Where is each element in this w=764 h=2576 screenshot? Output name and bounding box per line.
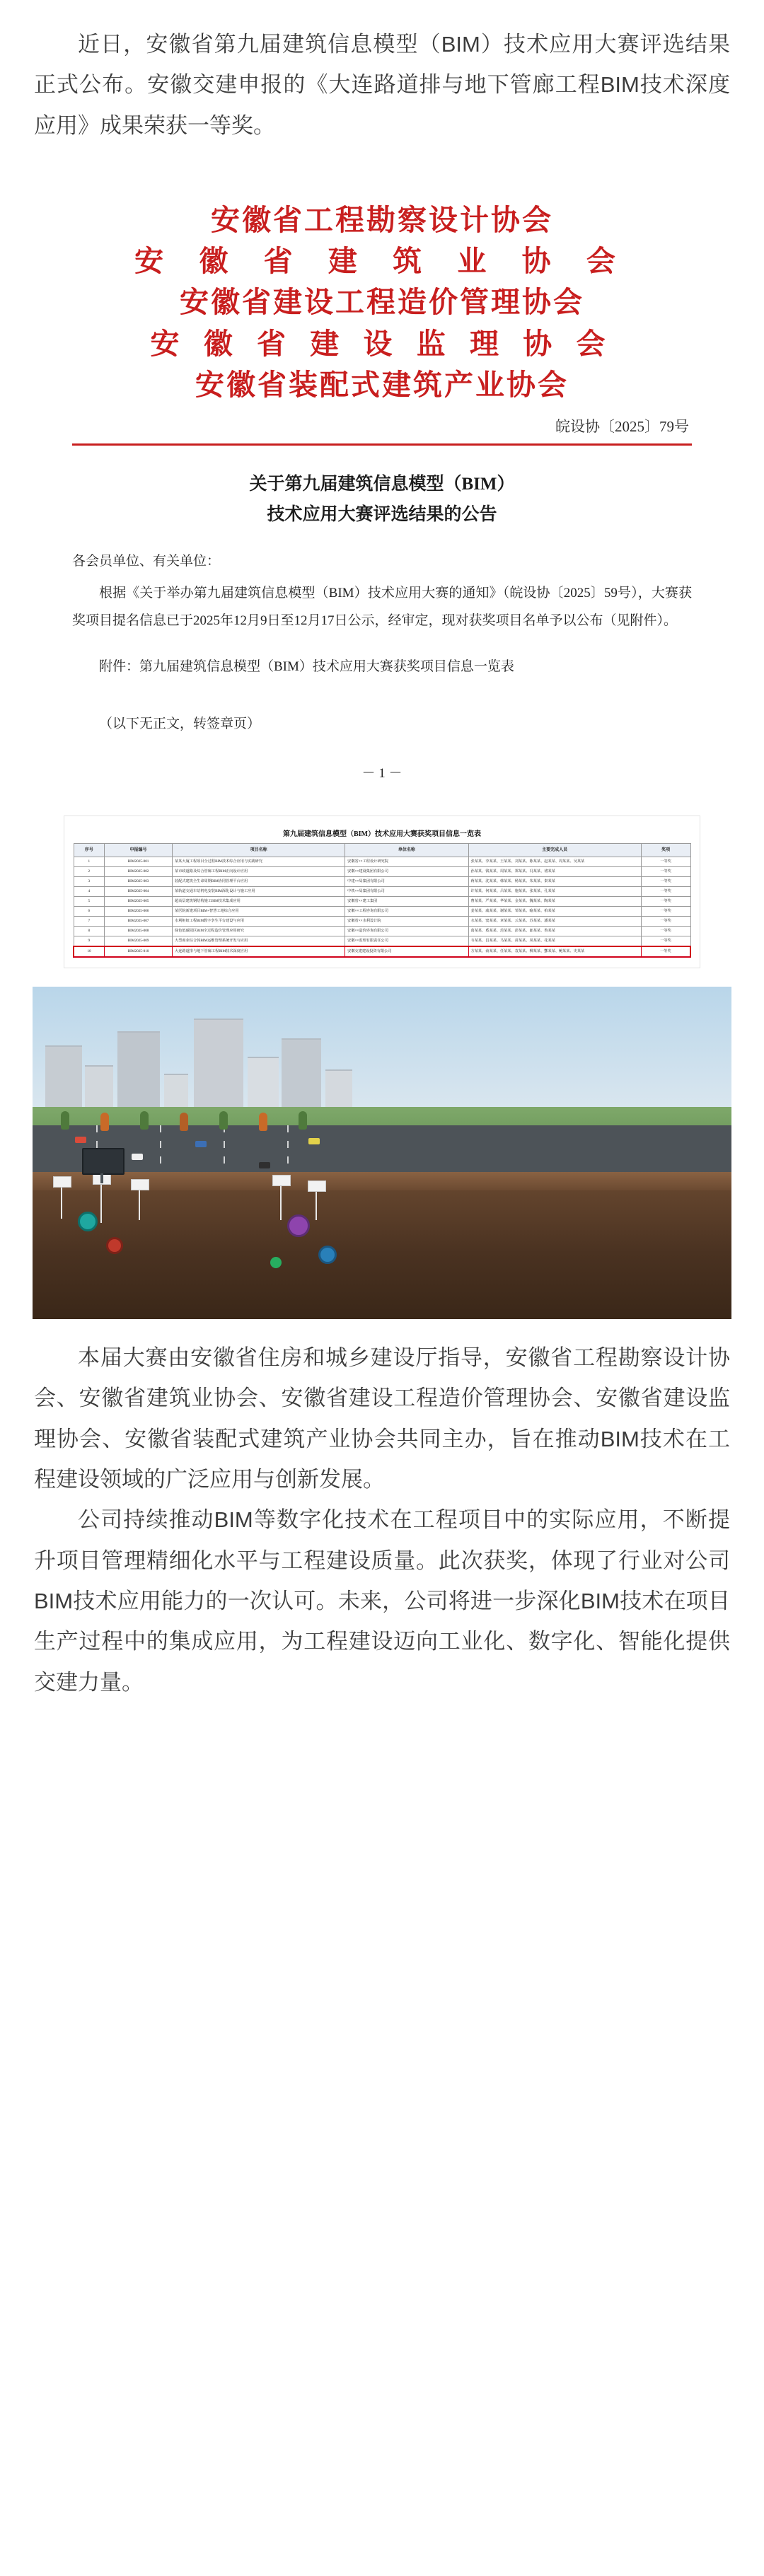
issuing-org-4: 安 徽 省 建 设 监 理 协 会	[150, 327, 614, 360]
cell-award: 一等奖	[641, 936, 690, 947]
cell-unit: 安徽××建设集团有限公司	[345, 866, 468, 876]
cell-no: 10	[74, 946, 105, 957]
marker-label	[308, 1180, 326, 1192]
tree	[259, 1113, 267, 1131]
marker-label	[272, 1175, 291, 1186]
cell-members: 曹某某、严某某、华某某、金某某、魏某某、陶某某	[468, 896, 641, 906]
marker-label	[53, 1176, 71, 1188]
cell-project-name: 某某大厦工程项目全过程BIM技术综合应用与实践研究	[173, 857, 345, 866]
cell-project-name: 大连路道排与地下管廊工程BIM技术深度应用	[173, 946, 345, 957]
cell-members: 水某某、窦某某、章某某、云某某、苏某某、潘某某	[468, 917, 641, 927]
document-title	[72, 470, 692, 530]
pipe-purple	[287, 1214, 310, 1237]
pipe-teal	[78, 1212, 98, 1231]
intro-paragraph: 近日，安徽省第九届建筑信息模型（BIM）技术应用大赛评选结果正式公布。安徽交建申报的《大连路道排与地下管廊工程BIM技术深度应用》成果荣获一等奖。	[34, 32, 730, 138]
depth-marker	[280, 1185, 282, 1220]
depth-marker	[139, 1189, 140, 1220]
cell-unit: 安徽省××工程设计研究院	[345, 857, 468, 866]
issuing-org-1: 安徽省工程勘察设计协会	[211, 204, 553, 237]
cell-code: BIM2025-001	[105, 857, 173, 866]
cell-award: 一等奖	[641, 946, 690, 957]
tree	[140, 1111, 149, 1130]
tree	[219, 1111, 228, 1130]
table-row	[74, 906, 690, 916]
table-row	[74, 946, 690, 957]
cell-no: 1	[74, 857, 105, 866]
cell-unit: 安徽交建建设投资有限公司	[345, 946, 468, 957]
table-row	[74, 927, 690, 936]
depth-marker	[316, 1190, 317, 1220]
depth-marker	[61, 1186, 62, 1219]
table-row	[74, 936, 690, 947]
col-members: 主要完成人员	[468, 843, 641, 857]
cell-code: BIM2025-004	[105, 886, 173, 896]
cell-unit: 安徽××监理有限责任公司	[345, 936, 468, 947]
cell-award: 一等奖	[641, 927, 690, 936]
vehicle	[259, 1162, 270, 1168]
col-unit: 单位名称	[345, 843, 468, 857]
cell-no: 4	[74, 886, 105, 896]
cell-no: 7	[74, 917, 105, 927]
issuing-org-5: 安徽省装配式建筑产业协会	[195, 368, 569, 401]
cell-award: 一等奖	[641, 866, 690, 876]
table-row	[74, 896, 690, 906]
cell-members: 蒋某某、沈某某、韩某某、杨某某、朱某某、秦某某	[468, 876, 641, 886]
cell-no: 2	[74, 866, 105, 876]
cell-award: 一等奖	[641, 857, 690, 866]
closing-note: （以下无正文，转签章页）	[99, 716, 261, 731]
cell-project-name: 超高层建筑钢结构施工BIM技术集成应用	[173, 896, 345, 906]
cell-code: BIM2025-002	[105, 866, 173, 876]
cell-project-name: 大型商业综合体BIM运维管理系统开发与应用	[173, 936, 345, 947]
issuing-org-2: 安 徽 省 建 筑 业 协 会	[134, 245, 630, 278]
outro-section	[0, 1319, 764, 1731]
table-header-row	[74, 843, 690, 857]
tree	[100, 1113, 109, 1131]
cell-award: 一等奖	[641, 876, 690, 886]
outro-paragraph-2: 公司持续推动BIM等数字化技术在工程项目中的实际应用，不断提升项目管理精细化水平与工程建设质量。此次获奖，体现了行业对公司BIM技术应用能力的一次认可。未来，公司将进一步深化BIM技术在项目生产过程中的集成应用，为工程建设迈向工业化、数字化、智能化提供交建力量。	[34, 1507, 730, 1695]
document-header	[72, 199, 692, 405]
tree	[61, 1111, 69, 1130]
col-code: 申报编号	[105, 843, 173, 857]
issuing-org-3: 安徽省建设工程造价管理协会	[180, 286, 584, 319]
attachment-table-body	[74, 857, 690, 957]
cell-award: 一等奖	[641, 896, 690, 906]
tree	[180, 1113, 188, 1131]
tree	[299, 1111, 307, 1130]
intro-section	[0, 0, 764, 153]
document-body	[72, 548, 692, 738]
cell-code: BIM2025-008	[105, 927, 173, 936]
cell-project-name: 水利枢纽工程BIM数字孪生平台建设与应用	[173, 917, 345, 927]
pipe-red	[106, 1237, 123, 1254]
document-number: 皖设协〔2025〕79号	[555, 418, 689, 436]
bim-illustration	[33, 987, 731, 1319]
cell-unit: 安徽省××水利设计院	[345, 917, 468, 927]
cell-no: 6	[74, 906, 105, 916]
col-project-name: 项目名称	[173, 843, 345, 857]
salutation: 各会员单位、有关单位：	[72, 554, 221, 569]
pipe-blue	[318, 1246, 337, 1264]
cell-unit: 安徽省××建工集团	[345, 896, 468, 906]
table-row	[74, 857, 690, 866]
vehicle	[132, 1154, 143, 1160]
cell-code: BIM2025-010	[105, 946, 173, 957]
col-no: 序号	[74, 843, 105, 857]
cell-unit: 安徽××造价咨询有限公司	[345, 927, 468, 936]
col-award: 奖项	[641, 843, 690, 857]
cell-members: 张某某、李某某、王某某、刘某某、陈某某、赵某某、周某某、吴某某	[468, 857, 641, 866]
document-title-line-2: 技术应用大赛评选结果的公告	[267, 504, 497, 524]
cell-code: BIM2025-003	[105, 876, 173, 886]
cell-award: 一等奖	[641, 906, 690, 916]
cell-code: BIM2025-009	[105, 936, 173, 947]
cell-unit: 中建××局集团有限公司	[345, 876, 468, 886]
attachment-table-title: 第九届建筑信息模型（BIM）技术应用大赛获奖项目信息一览表	[283, 830, 481, 838]
cell-members: 方某某、俞某某、任某某、袁某某、柳某某、酆某某、鲍某某、史某某	[468, 946, 641, 957]
attachment-note: 附件：第九届建筑信息模型（BIM）技术应用大赛获奖项目信息一览表	[99, 658, 514, 674]
body-paragraph-1: 根据《关于举办第九届建筑信息模型（BIM）技术应用大赛的通知》（皖设协〔2025〕59号），大赛获奖项目提名信息已于2025年12月9日至12月17日公示，经审定，现对获奖项目名单予以公布（见附件）。	[72, 586, 692, 628]
table-row	[74, 876, 690, 886]
cell-members: 葛某某、奚某某、范某某、彭某某、郎某某、鲁某某	[468, 927, 641, 936]
cell-no: 8	[74, 927, 105, 936]
vehicle	[195, 1141, 207, 1147]
cell-no: 9	[74, 936, 105, 947]
cell-members: 姜某某、戚某某、谢某某、邹某某、喻某某、柏某某	[468, 906, 641, 916]
cell-unit: 安徽××工程咨询有限公司	[345, 906, 468, 916]
attachment-table	[73, 843, 691, 958]
cell-no: 3	[74, 876, 105, 886]
cell-award: 一等奖	[641, 886, 690, 896]
cell-members: 孙某某、钱某某、周某某、郑某某、冯某某、褚某某	[468, 866, 641, 876]
underground-soil	[33, 1172, 731, 1319]
cell-project-name: 装配式建筑全生命周期BIM协同管理平台应用	[173, 876, 345, 886]
cell-members: 许某某、何某某、吕某某、施某某、张某某、孔某某	[468, 886, 641, 896]
cell-project-name: 某市政道路及综合管廊工程BIM正向设计应用	[173, 866, 345, 876]
official-notice-document	[40, 174, 724, 803]
attachment-table-container	[64, 816, 700, 968]
pipe-green	[270, 1257, 282, 1268]
cell-project-name: 某轨道交通车站机电安装BIM深化设计与施工应用	[173, 886, 345, 896]
cell-no: 5	[74, 896, 105, 906]
table-row	[74, 917, 690, 927]
table-row	[74, 886, 690, 896]
cell-code: BIM2025-006	[105, 906, 173, 916]
document-page-number: － 1 －	[361, 765, 403, 781]
depth-marker	[100, 1183, 102, 1223]
cell-code: BIM2025-005	[105, 896, 173, 906]
vehicle	[75, 1137, 86, 1143]
cell-members: 韦某某、昌某某、马某某、苗某某、凤某某、花某某	[468, 936, 641, 947]
cell-project-name: 绿色低碳园区BIM全过程造价管理应用研究	[173, 927, 345, 936]
site-monitor-screen	[82, 1148, 125, 1175]
cell-unit: 中铁××局集团有限公司	[345, 886, 468, 896]
document-title-line-1: 关于第九届建筑信息模型（BIM）	[249, 475, 515, 494]
cell-award: 一等奖	[641, 917, 690, 927]
red-divider-rule	[72, 443, 692, 446]
vehicle	[308, 1138, 320, 1144]
cell-project-name: 某医院新建项目BIM+智慧工地综合应用	[173, 906, 345, 916]
cell-code: BIM2025-007	[105, 917, 173, 927]
marker-label	[131, 1179, 149, 1190]
table-row	[74, 866, 690, 876]
outro-paragraph-1: 本届大赛由安徽省住房和城乡建设厅指导，安徽省工程勘察设计协会、安徽省建筑业协会、安徽省建设工程造价管理协会、安徽省建设监理协会、安徽省装配式建筑产业协会共同主办，旨在推动BIM技术在工程建设领域的广泛应用与创新发展。	[34, 1345, 730, 1492]
